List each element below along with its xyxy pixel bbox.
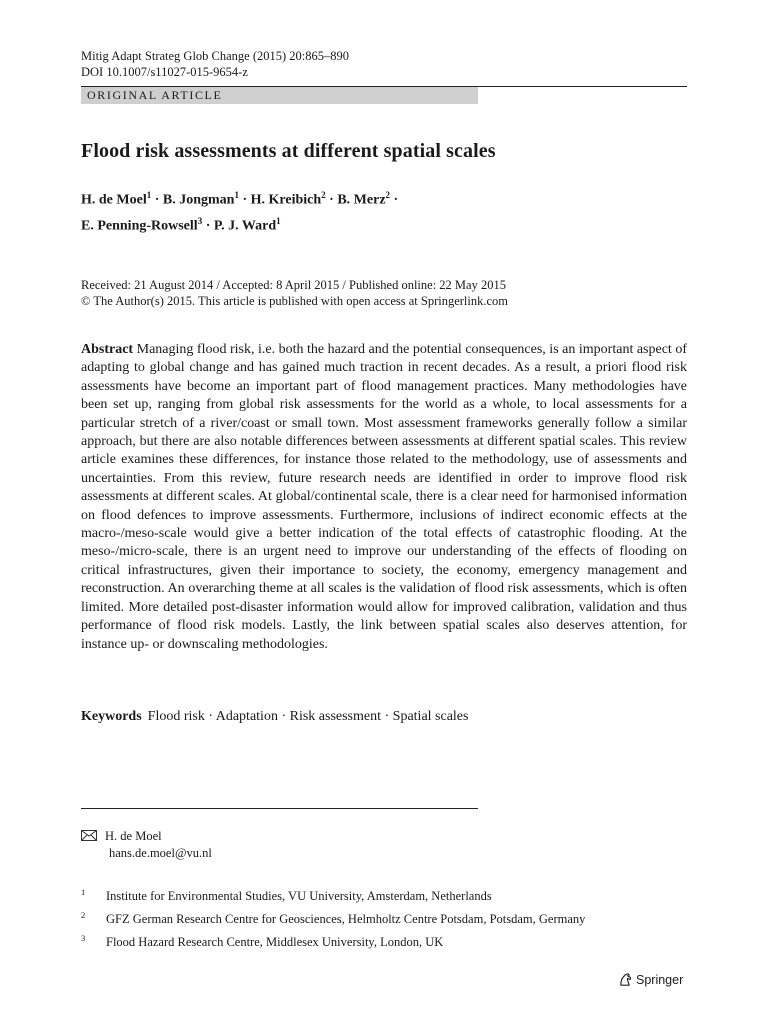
author-name[interactable]: P. J. Ward: [213, 218, 277, 234]
publication-dates: [81, 278, 508, 309]
affiliation-text: GFZ German Research Centre for Geosciences, Helmholtz Centre Potsdam, Potsdam, Germany: [106, 912, 586, 926]
abstract-label: Abstract: [81, 342, 134, 357]
affiliation-number: 2: [81, 910, 86, 920]
copyright-notice: © The Author(s) 2015. This article is published with open access at Springerlink.com: [81, 293, 509, 308]
author-affiliation-mark: 3: [197, 215, 203, 226]
author-line-1: H. de Moel$^1$ · B. Jongman$^1$ · H. Kreibich$^2$ · B. Merz$^2$ ·: [81, 190, 399, 208]
affiliation-text: Institute for Environmental Studies, VU University, Amsterdam, Netherlands: [106, 889, 492, 903]
affiliation-number: 1: [81, 887, 86, 897]
history-dates: Received: 21 August 2014 / Accepted: 8 April 2015 / Published online: 22 May 2015: [81, 278, 506, 292]
author-affiliation-mark: 2: [321, 190, 326, 200]
author-list: [81, 185, 398, 236]
affiliation-number: 3: [81, 933, 86, 943]
journal-citation: Mitig Adapt Strateg Glob Change (2015) 20:865–890: [81, 49, 350, 63]
doi[interactable]: DOI 10.1007/s11027-015-9654-z: [81, 64, 248, 79]
author-name[interactable]: B. Merz: [337, 192, 386, 208]
author-name[interactable]: H. de Moel: [81, 192, 147, 208]
envelope-icon: [81, 830, 97, 841]
abstract-text: Managing flood risk, i.e. both the hazard and the potential consequences, is an important aspect of adapting to global change and has gained much traction in recent decades. As a result, a priori flood risk assessments have become an important part of flood management practices. Many methodologies have been set up, ranging from global risk assessments for the world as a whole, to local assessments for a particular stretch of a river/coast or small town. Most assessment frameworks generally follow a similar approach, but there are also notable differences between assessments at different spatial scales. This review article examines these differences, for instance those related to the methodology, use of assessments and uncertainties. From this review, future research needs are identified in order to improve flood risk assessments at different scales. At global/continental scale, there is a clear need for harmonised information on flood defences to improve assessments. Furthermore, inclusions of indirect economic effects at the macro-/meso-scale would give a better indication of the total effects of catastrophic flooding. At the meso-/micro-scale, there is an urgent need to improve our understanding of the effects of flooding on critical infrastructures, given their importance to society, the economy, emergency management and reconstruction. An overarching theme at all scales is the validation of flood risk assessments, which is often limited. More detailed post-disaster information would allow for improved calibration, validation and thus performance of flood risk models. Lastly, the link between spatial scales also deserves attention, for instance up- or downscaling methodologies.: [81, 342, 688, 652]
affiliation-text: Flood Hazard Research Centre, Middlesex University, London, UK: [106, 935, 444, 949]
keywords: [81, 709, 468, 725]
publisher-mark[interactable]: [618, 972, 683, 987]
keywords-label: Keywords: [81, 709, 142, 724]
abstract: [81, 341, 687, 654]
author-name[interactable]: B. Jongman: [162, 192, 235, 208]
springer-horse-icon: [618, 972, 633, 987]
author-name[interactable]: H. Kreibich: [250, 192, 322, 208]
footnote-rule: [81, 808, 478, 809]
keywords-list: Flood risk · Adaptation · Risk assessment · Spatial scales: [147, 709, 469, 724]
affiliation-item: [81, 933, 443, 950]
correspondence: [81, 828, 212, 861]
paper-title: Flood risk assessments at different spatial scales: [81, 140, 496, 162]
correspondence-email[interactable]: hans.de.moel@vu.nl: [109, 845, 212, 860]
author-affiliation-mark: 1: [234, 190, 239, 200]
journal-header: [81, 49, 349, 80]
author-line-2: E. Penning-Rowsell$^3$ · P. J. Ward$^1$: [81, 215, 281, 234]
author-affiliation-mark: 1: [146, 190, 152, 200]
publisher-name: Springer: [636, 973, 684, 987]
affiliation-item: [81, 910, 585, 927]
author-affiliation-mark: 2: [385, 190, 391, 200]
author-affiliation-mark: 1: [276, 215, 281, 226]
affiliation-item: [81, 887, 492, 904]
author-name[interactable]: E. Penning-Rowsell: [81, 218, 198, 234]
article-type-banner: ORIGINAL ARTICLE: [81, 87, 478, 104]
correspondence-name: H. de Moel: [105, 829, 162, 843]
